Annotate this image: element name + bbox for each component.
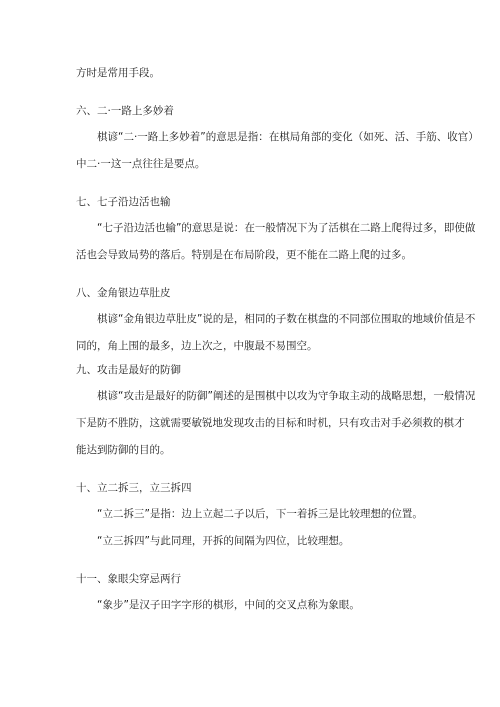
section-heading-11: 十一、象眼尖穿忌两行 bbox=[76, 573, 181, 585]
section-heading-8: 八、金角银边草肚皮 bbox=[76, 287, 171, 299]
paragraph-8-line-1: 棋谚“金角银边草肚皮”说的是，相同的子数在棋盘的不同部位围取的地域价值是不 bbox=[97, 313, 476, 325]
paragraph-9-line-1: 棋谚“攻击是最好的防御”阐述的是围棋中以攻为守争取主动的战略思想，一般情况 bbox=[97, 390, 476, 402]
section-heading-10: 十、立二拆三，立三拆四 bbox=[76, 482, 192, 494]
paragraph-7-line-2: 活也会导致局势的落后。特别是在布局阶段，更不能在二路上爬的过多。 bbox=[76, 249, 412, 261]
paragraph-10-line-2: “立三拆四”与此同理，开拆的间隔为四位，比较理想。 bbox=[97, 535, 350, 547]
paragraph-8-line-2: 同的，角上围的最多，边上次之，中腹最不易围空。 bbox=[76, 340, 318, 352]
paragraph-11-line-1: “象步”是汉子田字字形的棋形，中间的交叉点称为象眼。 bbox=[97, 599, 360, 611]
paragraph-9-line-3: 能达到防御的目的。 bbox=[76, 444, 171, 456]
section-heading-9: 九、攻击是最好的防御 bbox=[76, 364, 181, 376]
paragraph-7-line-1: “七子沿边活也输”的意思是说：在一般情况下为了活棋在二路上爬得过多，即使做 bbox=[97, 222, 476, 234]
section-heading-7: 七、七子沿边活也输 bbox=[76, 196, 171, 208]
paragraph-9-line-2: 下是防不胜防，这就需要敏锐地发现攻击的目标和时机，只有攻击对手必须救的棋才 bbox=[76, 417, 465, 429]
paragraph-continuation: 方时是常用手段。 bbox=[76, 67, 160, 79]
paragraph-6-line-2: 中二·一这一点往往是要点。 bbox=[76, 158, 206, 170]
paragraph-6-line-1: 棋谚“二·一路上多妙着”的意思是指：在棋局角部的变化（如死、活、手筋、收官） bbox=[97, 131, 479, 143]
section-heading-6: 六、二·一路上多妙着 bbox=[76, 105, 174, 117]
paragraph-10-line-1: “立二拆三”是指：边上立起二子以后，下一着拆三是比较理想的位置。 bbox=[97, 508, 423, 520]
